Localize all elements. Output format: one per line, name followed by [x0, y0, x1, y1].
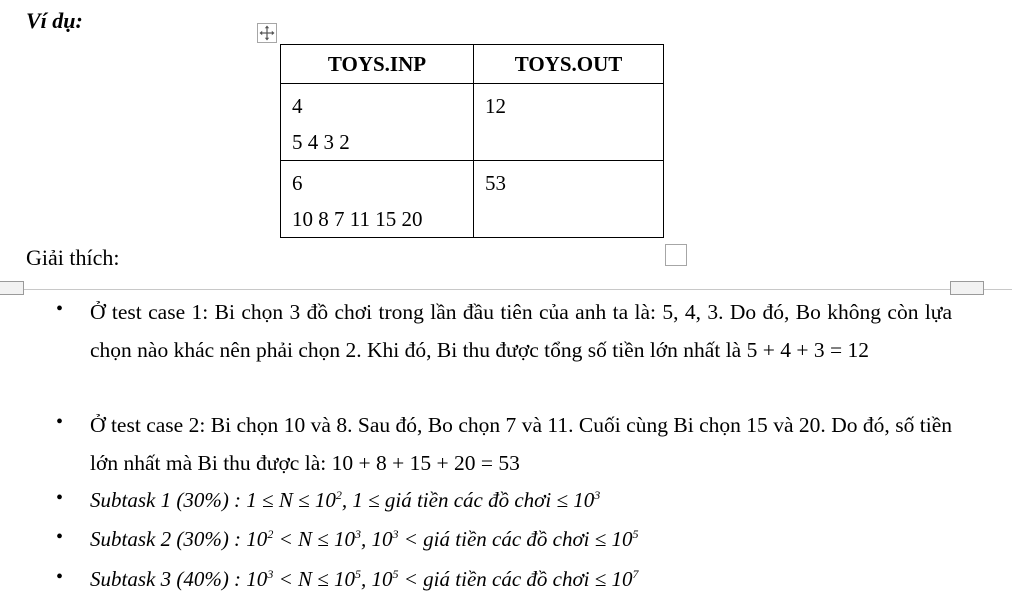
table-header-row — [281, 45, 664, 84]
input-line: 5 4 3 2 — [292, 130, 350, 154]
column-header-output: TOYS.OUT — [474, 45, 664, 84]
table-resize-handle-icon[interactable] — [665, 244, 687, 266]
bullet-dot-icon: • — [56, 487, 64, 509]
example-table — [280, 44, 664, 238]
input-line: 10 8 7 11 15 20 — [292, 207, 423, 231]
bullet-dot-icon: • — [56, 298, 64, 320]
table-row — [281, 84, 664, 161]
bullet-dot-icon: • — [56, 411, 64, 433]
input-cell — [281, 84, 474, 161]
example-heading: Ví dụ: — [26, 8, 83, 33]
output-line: 12 — [485, 94, 506, 118]
explanation-item-2: Ở test case 2: Bi chọn 10 và 8. Sau đó, Bo chọn 7 và 11. Cuối cùng Bi chọn 15 và 20. Do đó, số tiền lớn nhất mà Bi thu được là: 10 + 8 + 15 + 20 = 53 — [90, 413, 952, 475]
right-margin-marker[interactable] — [950, 281, 984, 295]
move-cross-icon — [259, 25, 275, 41]
bullet-dot-icon: • — [56, 526, 64, 548]
subtask-2: Subtask 2 (30%) : $10^2 < N \le 10^3$, $10^3$ < giá tiền các đồ chơi ≤ $10^5$ — [90, 527, 639, 551]
table-move-handle-icon[interactable] — [257, 23, 277, 43]
subtask-1: Subtask 1 (30%) : $1 \le N \le 10^2$, 1 ≤ giá tiền các đồ chơi ≤ $10^3$ — [90, 488, 601, 512]
input-line: 6 — [292, 171, 303, 195]
explanation-item-1: Ở test case 1: Bi chọn 3 đồ chơi trong lần đầu tiên của anh ta là: 5, 4, 3. Do đó, Bo không còn lựa chọn nào khác nên phải chọn 2. Khi đó, Bi thu được tổng số tiền lớn nhất là 5 + 4 + 3 = 12 — [90, 300, 952, 362]
output-line: 53 — [485, 171, 506, 195]
left-margin-marker[interactable] — [0, 281, 24, 295]
input-line: 4 — [292, 94, 303, 118]
page-break-line — [0, 289, 1012, 290]
output-cell — [474, 84, 664, 161]
explanation-label: Giải thích: — [26, 245, 120, 270]
column-header-input: TOYS.INP — [281, 45, 474, 84]
table-row — [281, 161, 664, 238]
output-cell — [474, 161, 664, 238]
input-cell — [281, 161, 474, 238]
bullet-dot-icon: • — [56, 566, 64, 588]
subtask-3: Subtask 3 (40%) : $10^3 < N \le 10^5$, $10^5$ < giá tiền các đồ chơi ≤ $10^7$ — [90, 567, 639, 591]
